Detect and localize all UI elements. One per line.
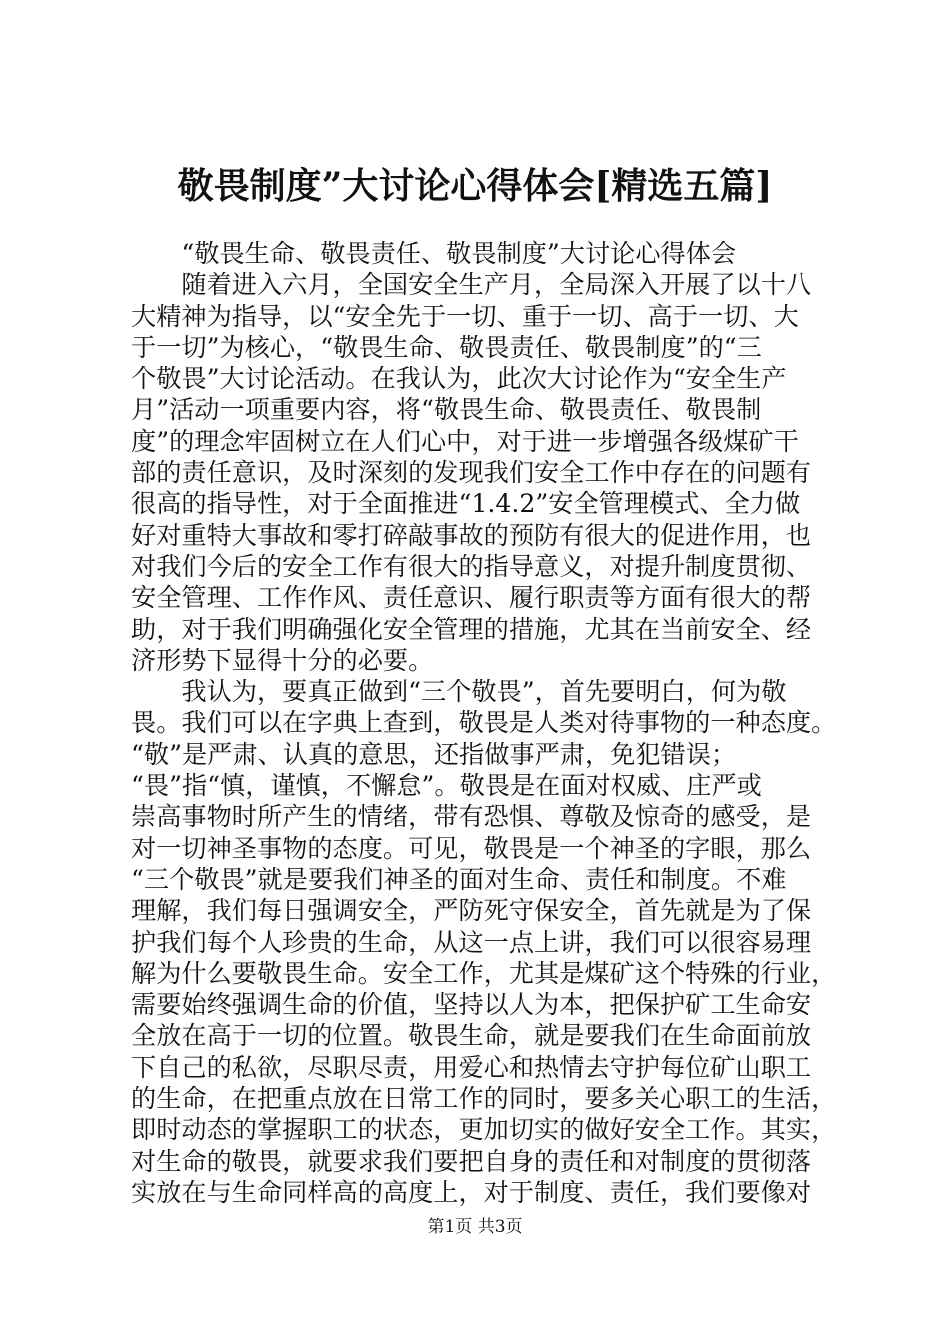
body-line: 部的责任意识，及时深刻的发现我们安全工作中存在的问题有 [131, 458, 812, 488]
body-line: 安全管理、工作作风、责任意识、履行职责等方面有很大的帮 [131, 583, 812, 613]
body-line: “敬”是严肃、认真的意思，还指做事严肃，免犯错误； [131, 739, 737, 769]
body-line: 的生命，在把重点放在日常工作的同时，要多关心职工的生活， [131, 1084, 837, 1114]
body-line: 个敬畏”大讨论活动。在我认为，此次大讨论作为“安全生产 [131, 364, 787, 394]
body-line: 即时动态的掌握职工的状态，更加切实的做好安全工作。其实， [131, 1115, 837, 1145]
body-line: 崇高事物时所产生的情绪，带有恐惧、尊敬及惊奇的感受，是 [131, 802, 812, 832]
body-line: 随着进入六月，全国安全生产月，全局深入开展了以十八 [131, 270, 812, 300]
body-line: “畏”指“慎，谨慎，不懈怠”。敬畏是在面对权威、庄严或 [131, 771, 762, 801]
body-line: 需要始终强调生命的价值，坚持以人为本，把保护矿工生命安 [131, 990, 812, 1020]
body-line: 助，对于我们明确强化安全管理的措施，尤其在当前安全、经 [131, 614, 812, 644]
body-line: 实放在与生命同样高的高度上，对于制度、责任，我们要像对 [131, 1177, 812, 1207]
document-title: 敬畏制度”大讨论心得体会[精选五篇] [177, 165, 773, 207]
body-line: 我认为，要真正做到“三个敬畏”，首先要明白，何为敬 [131, 677, 787, 707]
body-line: 对一切神圣事物的态度。可见，敬畏是一个神圣的字眼，那么 [131, 833, 812, 863]
page-footer: 第1页 共3页 [427, 1217, 523, 1237]
body-line: 月”活动一项重要内容，将“敬畏生命、敬畏责任、敬畏制 [131, 395, 762, 425]
body-line: 对我们今后的安全工作有很大的指导意义，对提升制度贯彻、 [131, 551, 812, 581]
body-line: 济形势下显得十分的必要。 [131, 645, 434, 675]
body-line: 护我们每个人珍贵的生命，从这一点上讲，我们可以很容易理 [131, 927, 812, 957]
body-line: 下自己的私欲，尽职尽责，用爱心和热情去守护每位矿山职工 [131, 1052, 812, 1082]
body-line: 很高的指导性，对于全面推进“1.4.2”安全管理模式、全力做 [131, 489, 801, 519]
body-line: 于一切”为核心，“敬畏生命、敬畏责任、敬畏制度”的“三 [131, 332, 762, 362]
body-line: 度”的理念牢固树立在人们心中，对于进一步增强各级煤矿干 [131, 426, 799, 456]
body-line: 全放在高于一切的位置。敬畏生命，就是要我们在生命面前放 [131, 1021, 812, 1051]
body-line: 好对重特大事故和零打碎敲事故的预防有很大的促进作用，也 [131, 520, 812, 550]
body-line: 解为什么要敬畏生命。安全工作，尤其是煤矿这个特殊的行业， [131, 958, 837, 988]
body-line: “三个敬畏”就是要我们神圣的面对生命、责任和制度。不难 [131, 864, 787, 894]
document-body [131, 238, 837, 1208]
body-line: 大精神为指导，以“安全先于一切、重于一切、高于一切、大 [131, 301, 799, 331]
body-line: 对生命的敬畏，就要求我们要把自身的责任和对制度的贯彻落 [131, 1146, 812, 1176]
body-line: “敬畏生命、敬畏责任、敬畏制度”大讨论心得体会 [131, 239, 737, 268]
body-line: 畏。我们可以在字典上查到，敬畏是人类对待事物的一种态度。 [131, 708, 837, 738]
body-line: 理解，我们每日强调安全，严防死守保安全，首先就是为了保 [131, 896, 812, 926]
